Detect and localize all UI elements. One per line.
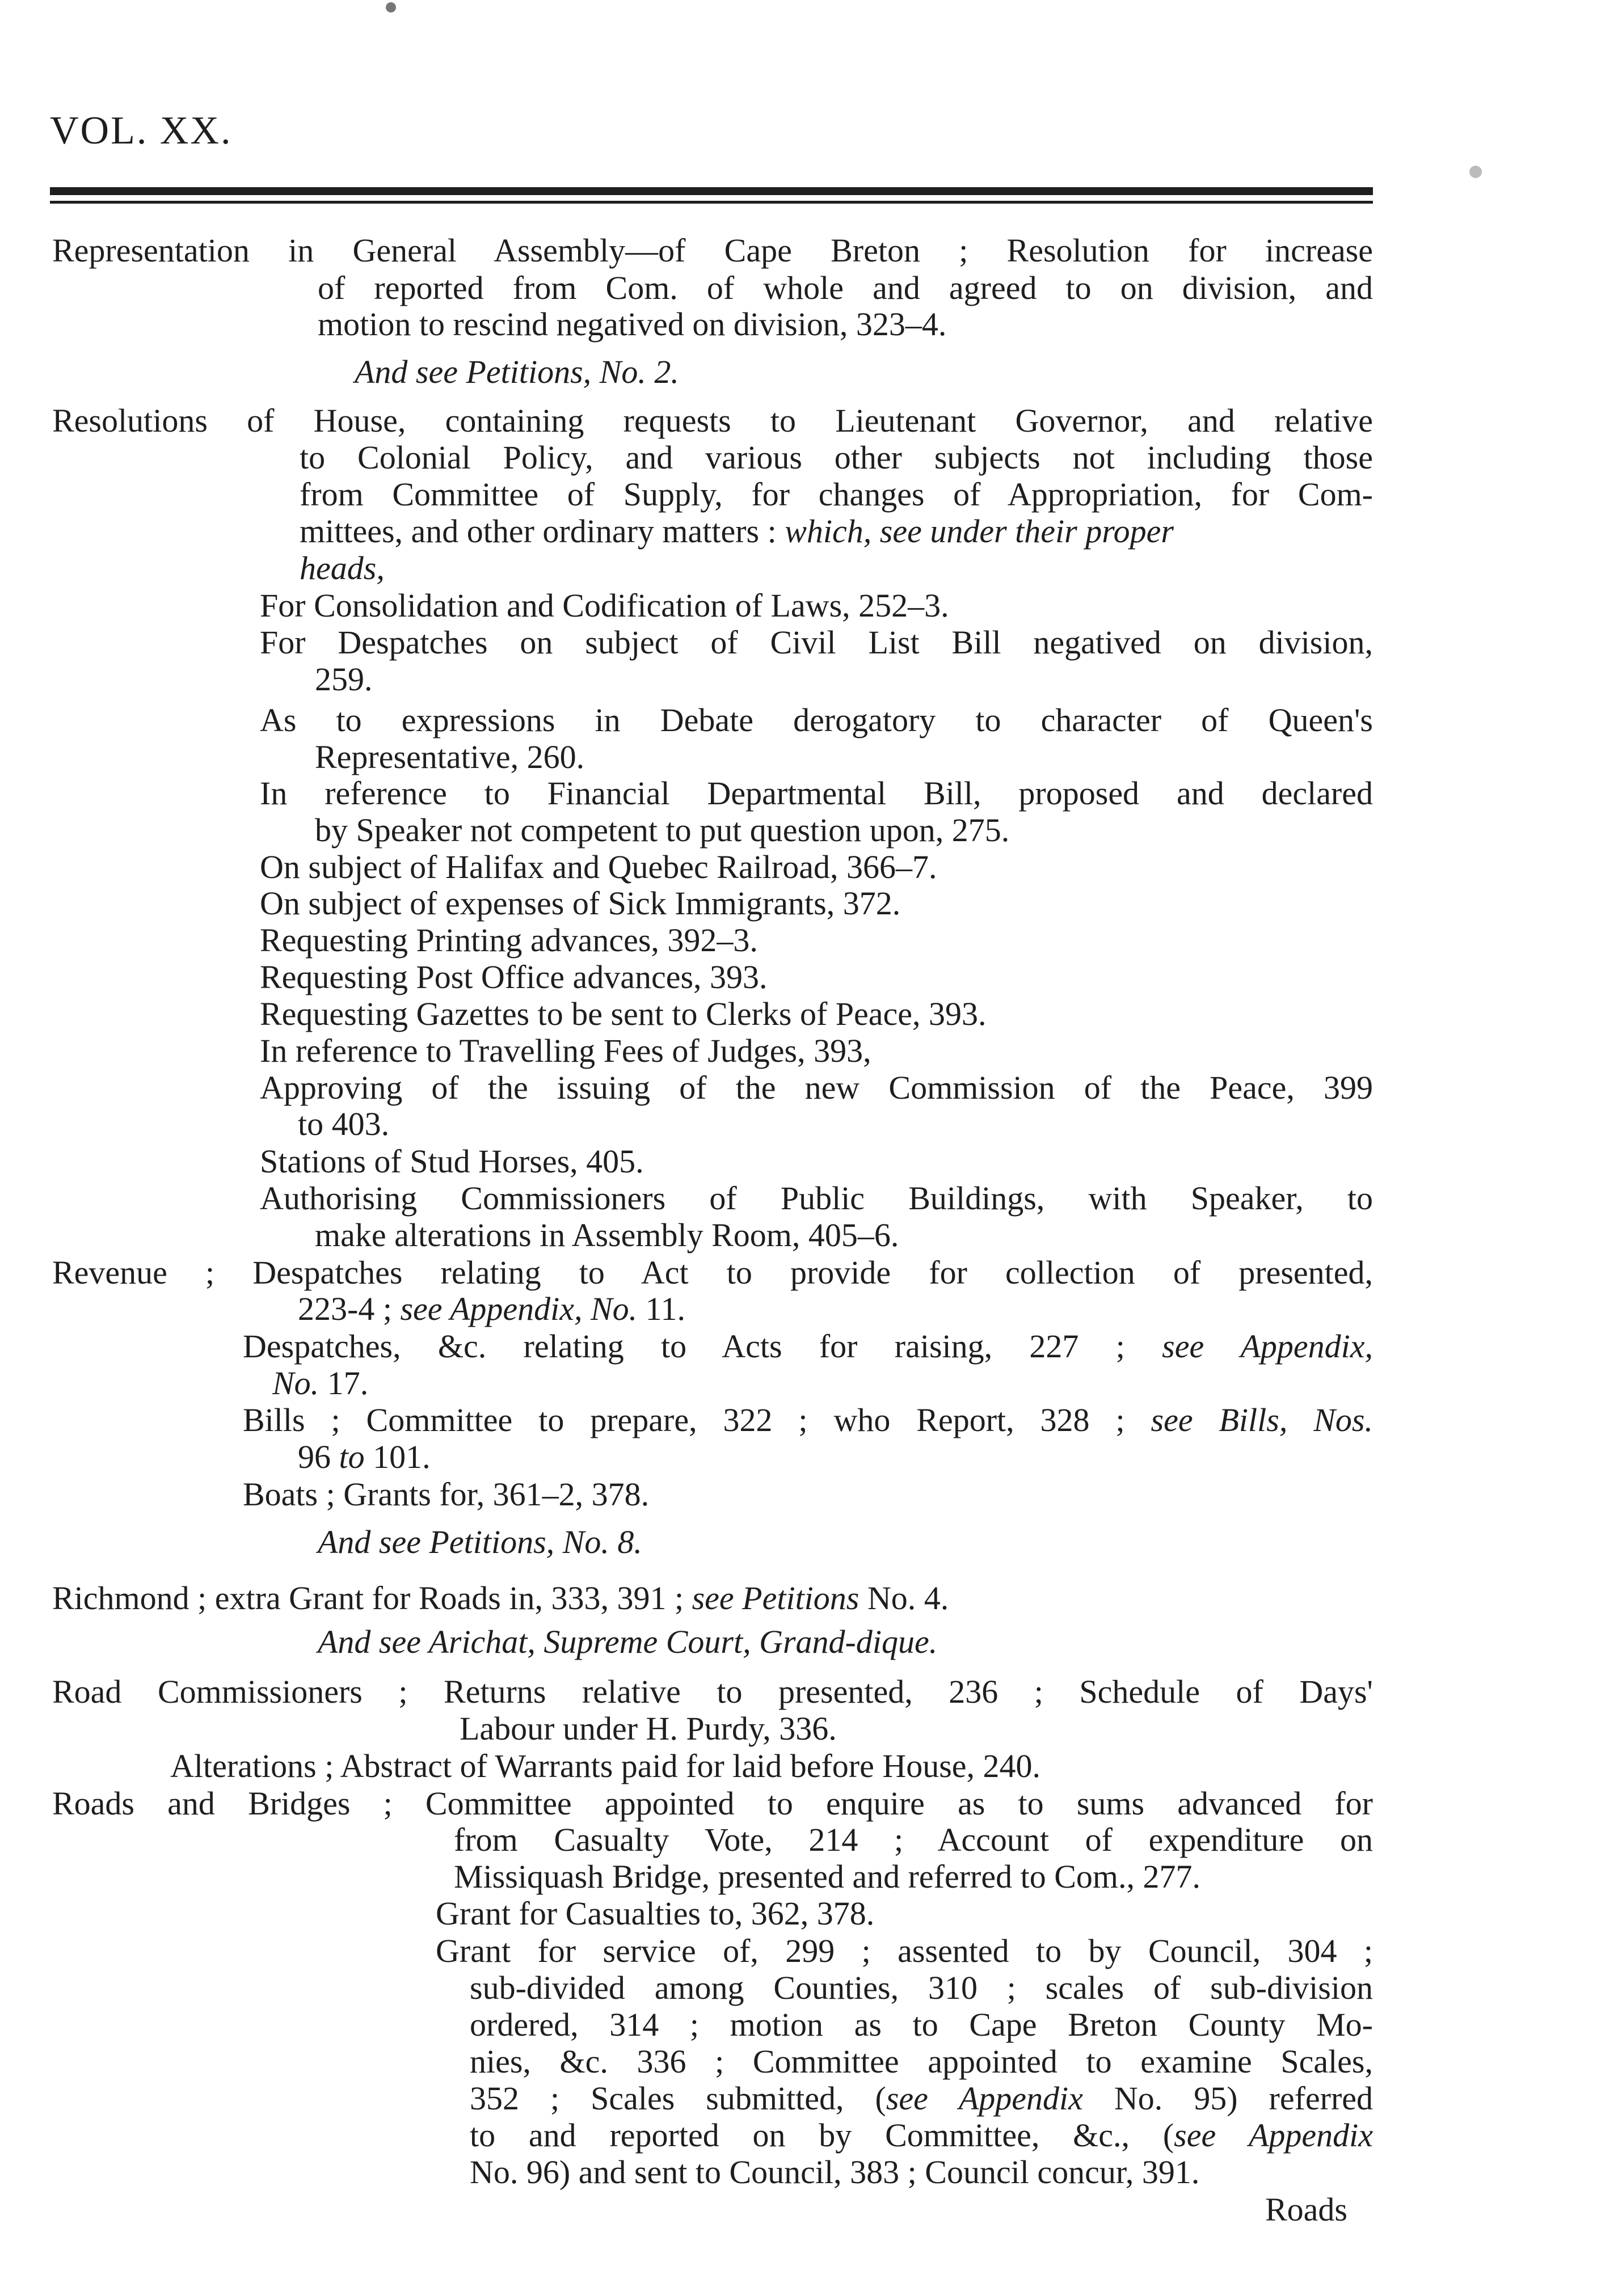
sub-entry-cont: make alterations in Assembly Room, 405–6.	[315, 1217, 899, 1253]
line-text: 352 ; Scales submitted, (	[470, 2080, 886, 2117]
line-text: No. 95) referred	[1082, 2080, 1374, 2117]
line-text: mittees, and other ordinary matters :	[300, 513, 785, 550]
line-text: No. 4.	[859, 1580, 949, 1617]
italic-text: No.	[272, 1365, 319, 1402]
sub-entry: On subject of Halifax and Quebec Railroad, 366–7.	[260, 849, 937, 885]
header-rule-thick	[50, 187, 1373, 195]
sub-entry-cont: to 403.	[298, 1105, 390, 1142]
index-entry-heading: Roads and Bridges ; Committee appointed to enquire as to sums advanced for	[52, 1785, 1373, 1822]
sub-entry-cont	[298, 1291, 685, 1327]
sub-entry: Grant for Casualties to, 362, 378.	[436, 1895, 875, 1932]
page-header: VOL. XX.	[50, 109, 233, 153]
sub-entry	[243, 1328, 1373, 1365]
sub-entry-cont	[470, 2117, 1373, 2154]
line-text: Richmond ; extra Grant for Roads in, 333, 391 ;	[52, 1580, 692, 1617]
index-entry-line: motion to rescind negatived on division, 323–4.	[318, 306, 947, 343]
sub-entry: Boats ; Grants for, 361–2, 378.	[243, 1476, 650, 1513]
cross-reference: And see Petitions, No. 8.	[318, 1523, 642, 1560]
sub-entry-cont: by Speaker not competent to put question upon, 275.	[315, 812, 1010, 849]
italic-text: see Appendix, No.	[400, 1290, 638, 1327]
sub-entry-cont	[272, 1365, 368, 1402]
cross-reference: And see Petitions, No. 2.	[355, 353, 679, 390]
line-text: 96	[298, 1438, 339, 1475]
line-text: 101.	[364, 1438, 431, 1475]
sub-entry: Grant for service of, 299 ; assented to by Council, 304 ;	[436, 1932, 1373, 1969]
index-entry-line	[300, 513, 1373, 550]
italic-text: see Appendix	[886, 2080, 1083, 2117]
index-entry-heading: Road Commissioners ; Returns relative to presented, 236 ; Schedule of Days'	[52, 1673, 1373, 1710]
sub-entry: In reference to Financial Departmental Bill, proposed and declared	[260, 775, 1373, 812]
ink-speck	[1469, 166, 1482, 178]
index-entry-line: heads,	[300, 550, 385, 586]
italic-text: see Bills, Nos.	[1151, 1402, 1373, 1438]
sub-entry: Requesting Gazettes to be sent to Clerks of Peace, 393.	[260, 995, 987, 1032]
sub-entry: Alterations ; Abstract of Warrants paid for laid before House, 240.	[170, 1748, 1041, 1784]
sub-entry: Stations of Stud Horses, 405.	[260, 1143, 644, 1180]
index-entry-line: of reported from Com. of whole and agreed to on division, and	[318, 269, 1373, 306]
line-text: to and reported on by Committee, &c., (	[470, 2117, 1174, 2154]
sub-entry: For Despatches on subject of Civil List Bill negatived on division,	[260, 624, 1373, 661]
sub-entry-cont: ordered, 314 ; motion as to Cape Breton County Mo-	[470, 2006, 1373, 2043]
index-entry-heading	[52, 1580, 949, 1617]
sub-entry-cont: Representative, 260.	[315, 738, 585, 775]
sub-entry-cont: 259.	[315, 661, 373, 698]
ink-speck	[386, 2, 396, 12]
sub-entry-cont: sub-divided among Counties, 310 ; scales of sub-division	[470, 1969, 1373, 2006]
line-text: Bills ; Committee to prepare, 322 ; who Report, 328 ;	[243, 1402, 1151, 1438]
italic-text: see Appendix	[1174, 2117, 1373, 2154]
sub-entry: For Consolidation and Codification of Laws, 252–3.	[260, 587, 949, 624]
line-text: 223-4 ;	[298, 1290, 401, 1327]
sub-entry-cont	[470, 2080, 1373, 2117]
sub-entry: On subject of expenses of Sick Immigrants, 372.	[260, 885, 901, 922]
cross-reference: And see Arichat, Supreme Court, Grand-dique.	[318, 1623, 938, 1660]
index-entry-heading: Revenue ; Despatches relating to Act to provide for collection of presented,	[52, 1254, 1373, 1291]
index-entry-line: to Colonial Policy, and various other subjects not including those	[300, 439, 1373, 476]
line-text: Despatches, &c. relating to Acts for raising, 227 ;	[243, 1328, 1162, 1365]
sub-entry: Approving of the issuing of the new Commission of the Peace, 399	[260, 1069, 1373, 1106]
sub-entry-cont: No. 96) and sent to Council, 383 ; Council concur, 391.	[470, 2154, 1200, 2191]
sub-entry: As to expressions in Debate derogatory to character of Queen's	[260, 702, 1373, 738]
index-entry-line: Missiquash Bridge, presented and referred to Com., 277.	[454, 1858, 1200, 1895]
sub-entry: In reference to Travelling Fees of Judges, 393,	[260, 1032, 871, 1069]
index-entry-line: Labour under H. Purdy, 336.	[460, 1710, 837, 1747]
catchword: Roads	[1265, 2191, 1347, 2228]
index-entry-line: from Committee of Supply, for changes of Appropriation, for Com-	[300, 476, 1373, 513]
italic-text: see Petitions	[692, 1580, 860, 1617]
italic-text: to	[339, 1438, 365, 1475]
index-entry-line: from Casualty Vote, 214 ; Account of expenditure on	[454, 1821, 1373, 1858]
sub-entry-cont	[298, 1439, 431, 1475]
index-entry-heading: Representation in General Assembly—of Cape Breton ; Resolution for increase	[52, 232, 1373, 269]
sub-entry: Requesting Printing advances, 392–3.	[260, 922, 758, 959]
line-text: 11.	[637, 1290, 686, 1327]
italic-text: which, see under their proper	[785, 513, 1174, 550]
index-entry-heading: Resolutions of House, containing requests to Lieutenant Governor, and relative	[52, 402, 1373, 439]
sub-entry: Requesting Post Office advances, 393.	[260, 959, 768, 995]
sub-entry: Authorising Commissioners of Public Buildings, with Speaker, to	[260, 1180, 1373, 1217]
line-text: 17.	[319, 1365, 369, 1402]
sub-entry-cont: nies, &c. 336 ; Committee appointed to examine Scales,	[470, 2043, 1373, 2080]
sub-entry	[243, 1402, 1373, 1438]
header-rule-thin	[50, 201, 1373, 204]
italic-text: see Appendix,	[1162, 1328, 1373, 1365]
